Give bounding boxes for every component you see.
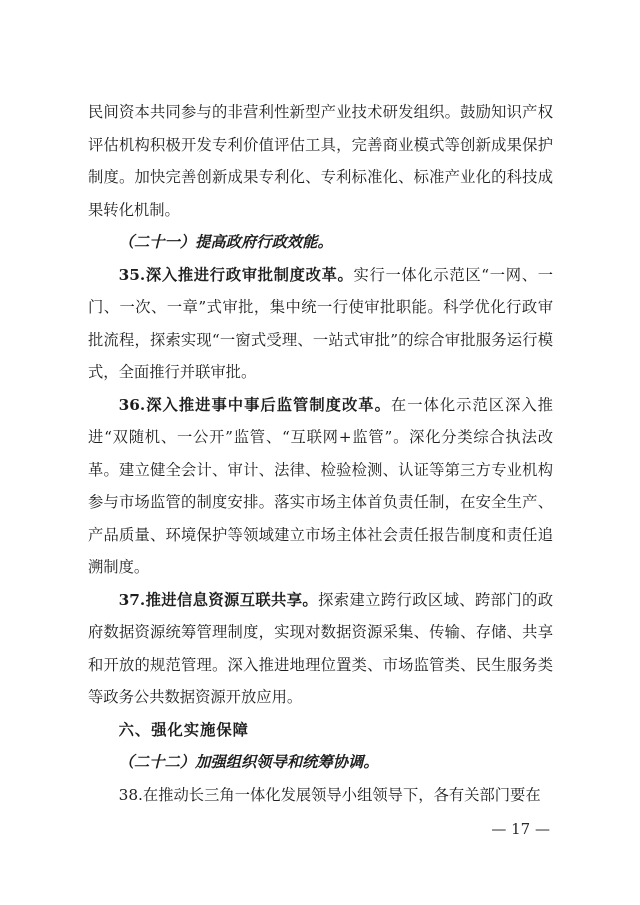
paragraph-continuation: 民间资本共同参与的非营利性新型产业技术研发组织。鼓励知识产权评估机构积极开发专利价值评估工具，完善商业模式等创新成果保护制度。加快完善创新成果专利化、专利标准化、标准产业化的科技成果转化机制。 xyxy=(88,103,553,219)
paragraph-36-lead: 36.深入推进事中事后监管制度改革。 xyxy=(118,395,391,414)
paragraph-36 xyxy=(88,389,553,584)
paragraph-35-text: 实行一体化示范区“一网、一门、一次、一章”式审批，集中统一行使审批职能。科学优化行政审批流程，探索实现“一窗式受理、一站式审批”的综合审批服务运行模式，全面推行并联审批。 xyxy=(88,265,553,381)
document-body xyxy=(88,96,553,811)
paragraph-35-lead: 35.深入推进行政审批制度改革。 xyxy=(118,265,354,284)
paragraph-35 xyxy=(88,259,553,389)
paragraph-37-lead: 37.推进信息资源互联共享。 xyxy=(118,590,319,609)
page-number: — 17 — xyxy=(491,820,550,838)
paragraph-37-text: 探索建立跨行政区域、跨部门的政府数据资源统筹管理制度，实现对数据资源采集、传输、存储、共享和开放的规范管理。深入推进地理位置类、市场监管类、民生服务类等政务公共数据资源开放应用。 xyxy=(88,590,553,706)
paragraph-36-text: 在一体化示范区深入推进“双随机、一公开”监管、“互联网+监管”。深化分类综合执法改革。建立健全会计、审计、法律、检验检测、认证等第三方专业机构参与市场监管的制度安排。落实市场主体首负责任制，在安全生产、产品质量、环境保护等领域建立市场主体社会责任报告制度和责任追溯制度。 xyxy=(88,395,553,576)
sub-heading-21: （二十一）提高政府行政效能。 xyxy=(118,233,333,251)
paragraph-38: 38.在推动长三角一体化发展领导小组领导下，各有关部门要在 xyxy=(118,785,541,804)
sub-heading-22: （二十二）加强组织领导和统筹协调。 xyxy=(118,753,379,771)
paragraph-37 xyxy=(88,584,553,714)
section-heading-6: 六、强化实施保障 xyxy=(118,720,249,739)
